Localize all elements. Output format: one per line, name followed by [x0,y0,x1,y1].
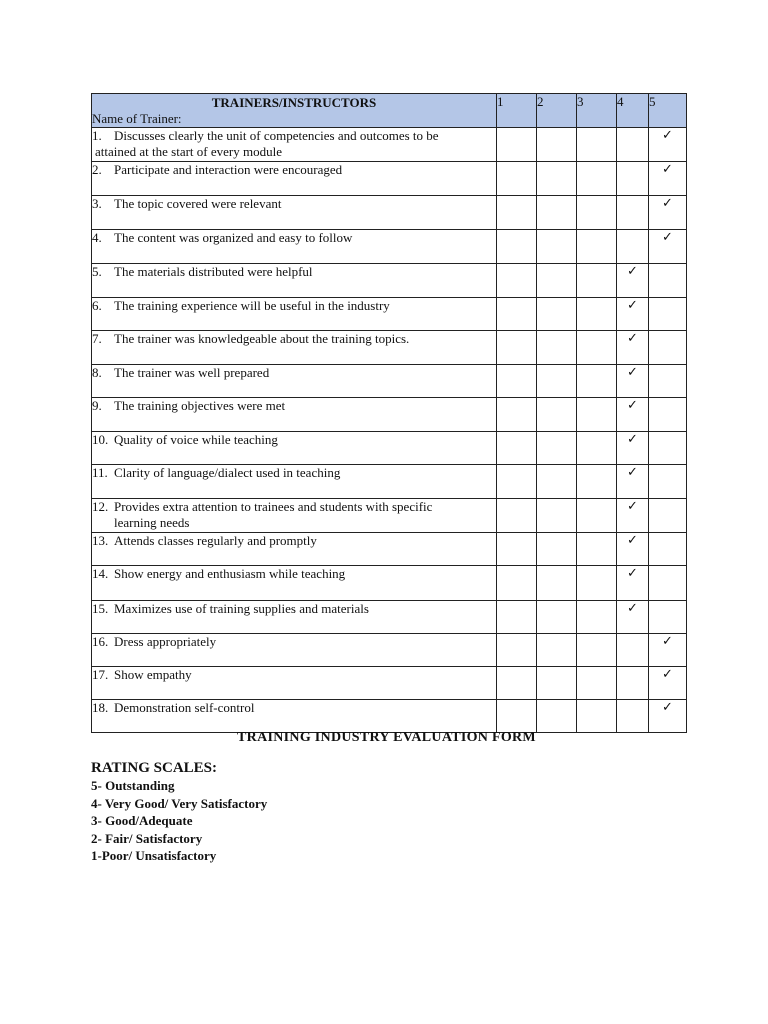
rating-cell-2 [537,601,577,634]
table-header-row [92,94,687,128]
criteria-cell [92,634,497,667]
trainer-name-label: Name of Trainer: [92,111,182,126]
criteria-label: Provides extra attention to trainees and students with specific [114,499,433,514]
checkmark-icon: ✓ [627,601,638,616]
criteria-text [92,398,496,414]
criteria-label: Quality of voice while teaching [114,432,278,447]
criteria-text [92,230,496,246]
rating-cell-3 [577,162,617,196]
rating-cell-3 [577,196,617,230]
rating-cell-1 [497,432,537,465]
rating-column-2: 2 [537,94,577,128]
rating-cell-3 [577,533,617,566]
rating-scale-item: 5- Outstanding [91,778,175,793]
rating-cell-3 [577,465,617,499]
checkmark-icon: ✓ [627,566,638,581]
criteria-cell [92,128,497,162]
rating-cell-1 [497,533,537,566]
criteria-text [92,533,496,549]
rating-cell-5 [649,128,687,162]
checkmark-icon: ✓ [627,398,638,413]
criteria-number: 6. [92,298,102,313]
table-row [92,700,687,733]
criteria-number: 12. [92,499,109,514]
criteria-cell [92,398,497,432]
rating-cell-1 [497,196,537,230]
rating-cell-5 [649,398,687,432]
checkmark-icon: ✓ [662,667,673,682]
rating-cell-3 [577,365,617,398]
criteria-cell [92,601,497,634]
criteria-label: Show energy and enthusiasm while teaching [114,566,346,581]
rating-cell-1 [497,398,537,432]
criteria-label: The training objectives were met [114,398,286,413]
criteria-text [92,700,496,716]
table-row [92,465,687,499]
criteria-text [92,196,496,212]
rating-cell-2 [537,264,577,298]
rating-cell-4 [617,128,649,162]
criteria-number: 10. [92,432,109,447]
rating-cell-5 [649,499,687,533]
rating-cell-3 [577,700,617,733]
rating-cell-3 [577,667,617,700]
rating-cell-3 [577,298,617,331]
checkmark-icon: ✓ [662,634,673,649]
criteria-number: 8. [92,365,102,380]
rating-cell-5 [649,601,687,634]
rating-cell-1 [497,601,537,634]
rating-column-4: 4 [617,94,649,128]
checkmark-icon: ✓ [627,499,638,514]
criteria-label: Maximizes use of training supplies and materials [114,601,369,616]
rating-cell-1 [497,465,537,499]
checkmark-icon: ✓ [627,331,638,346]
criteria-text [92,162,496,178]
rating-scale-item: 3- Good/Adequate [91,813,193,828]
criteria-number: 2. [92,162,102,177]
rating-cell-1 [497,128,537,162]
rating-cell-2 [537,298,577,331]
rating-cell-3 [577,230,617,264]
rating-cell-4 [617,331,649,365]
rating-cell-4 [617,634,649,667]
rating-cell-3 [577,128,617,162]
criteria-number: 5. [92,264,102,279]
rating-column-5: 5 [649,94,687,128]
criteria-label: The materials distributed were helpful [114,264,313,279]
criteria-cell [92,365,497,398]
checkmark-icon: ✓ [627,533,638,548]
criteria-cell [92,566,497,601]
rating-cell-2 [537,533,577,566]
criteria-number: 4. [92,230,102,245]
rating-cell-4 [617,533,649,566]
rating-cell-3 [577,634,617,667]
rating-cell-5 [649,700,687,733]
rating-column-3: 3 [577,94,617,128]
rating-cell-2 [537,667,577,700]
table-row [92,196,687,230]
rating-cell-4 [617,365,649,398]
criteria-text [92,499,496,515]
rating-cell-4 [617,398,649,432]
table-row [92,601,687,634]
criteria-number: 9. [92,398,102,413]
checkmark-icon: ✓ [627,365,638,380]
criteria-label: The content was organized and easy to follow [114,230,353,245]
criteria-text [92,128,496,144]
rating-scales [91,759,267,865]
checkmark-icon: ✓ [662,128,673,143]
criteria-label: Participate and interaction were encouraged [114,162,343,177]
criteria-label: Discusses clearly the unit of competencies and outcomes to be [114,128,439,143]
criteria-number: 15. [92,601,109,616]
rating-cell-2 [537,398,577,432]
criteria-label-continued: attained at the start of every module [95,144,282,159]
rating-cell-5 [649,162,687,196]
rating-cell-1 [497,298,537,331]
criteria-text [92,465,496,481]
criteria-number: 18. [92,700,109,715]
rating-cell-3 [577,432,617,465]
checkmark-icon: ✓ [662,162,673,177]
evaluation-rows [92,128,687,733]
criteria-text [92,264,496,280]
rating-cell-4 [617,432,649,465]
rating-cell-5 [649,298,687,331]
rating-cell-4 [617,196,649,230]
criteria-number: 16. [92,634,109,649]
checkmark-icon: ✓ [662,196,673,211]
criteria-cell [92,331,497,365]
rating-cell-4 [617,700,649,733]
criteria-label: The topic covered were relevant [114,196,282,211]
rating-scales-title: RATING SCALES: [91,760,217,776]
rating-cell-5 [649,465,687,499]
criteria-label: Show empathy [114,667,192,682]
criteria-number: 11. [92,465,108,480]
table-row [92,162,687,196]
criteria-number: 3. [92,196,102,211]
rating-cell-4 [617,667,649,700]
rating-cell-5 [649,566,687,601]
rating-cell-2 [537,162,577,196]
table-row [92,128,687,162]
criteria-text [92,566,496,582]
criteria-label: The trainer was knowledgeable about the training topics. [114,331,410,346]
rating-scale-item: 4- Very Good/ Very Satisfactory [91,795,268,811]
rating-cell-5 [649,634,687,667]
rating-cell-1 [497,667,537,700]
criteria-cell [92,499,497,533]
criteria-cell [92,432,497,465]
checkmark-icon: ✓ [662,700,673,715]
rating-cell-2 [537,230,577,264]
criteria-cell [92,298,497,331]
criteria-text [92,667,496,683]
criteria-number: 1. [92,128,102,143]
checkmark-icon: ✓ [627,264,638,279]
table-row [92,499,687,533]
criteria-cell [92,230,497,264]
rating-cell-4 [617,601,649,634]
table-row [92,432,687,465]
criteria-text [92,432,496,448]
checkmark-icon: ✓ [627,432,638,447]
rating-cell-3 [577,601,617,634]
rating-cell-3 [577,398,617,432]
criteria-number: 14. [92,566,109,581]
rating-cell-5 [649,331,687,365]
checkmark-icon: ✓ [627,298,638,313]
rating-cell-5 [649,365,687,398]
rating-cell-2 [537,196,577,230]
rating-cell-4 [617,298,649,331]
table-row [92,634,687,667]
criteria-label: Clarity of language/dialect used in teaching [114,465,341,480]
criteria-label-continued: learning needs [114,515,190,530]
criteria-label: Dress appropriately [114,634,217,649]
rating-cell-4 [617,566,649,601]
rating-cell-1 [497,365,537,398]
criteria-cell [92,264,497,298]
rating-scale-item: 1-Poor/ Unsatisfactory [91,848,217,863]
table-row [92,230,687,264]
table-row [92,667,687,700]
rating-cell-4 [617,499,649,533]
criteria-label: The trainer was well prepared [114,365,270,380]
rating-scale-item: 2- Fair/ Satisfactory [91,830,203,846]
rating-cell-5 [649,230,687,264]
criteria-number: 13. [92,533,109,548]
criteria-label: Attends classes regularly and promptly [114,533,317,548]
rating-cell-2 [537,331,577,365]
rating-cell-4 [617,264,649,298]
criteria-text [92,298,496,314]
checkmark-icon: ✓ [662,230,673,245]
table-row [92,365,687,398]
rating-cell-4 [617,162,649,196]
criteria-text [92,365,496,381]
criteria-cell [92,162,497,196]
table-row [92,566,687,601]
rating-cell-1 [497,499,537,533]
rating-cell-1 [497,264,537,298]
form-title: TRAINING INDUSTRY EVALUATION FORM [237,730,536,745]
criteria-number: 17. [92,667,109,682]
criteria-cell [92,667,497,700]
criteria-number: 7. [92,331,102,346]
rating-cell-2 [537,700,577,733]
rating-column-1: 1 [497,94,537,128]
rating-cell-1 [497,331,537,365]
criteria-cell [92,465,497,499]
trainer-evaluation-table [91,93,687,733]
table-row [92,298,687,331]
checkmark-icon: ✓ [627,465,638,480]
rating-cell-2 [537,465,577,499]
rating-cell-1 [497,700,537,733]
rating-cell-2 [537,566,577,601]
criteria-text [92,634,496,650]
rating-cell-2 [537,128,577,162]
rating-cell-1 [497,162,537,196]
table-row [92,331,687,365]
criteria-text [92,601,496,617]
table-row [92,533,687,566]
rating-cell-3 [577,331,617,365]
criteria-cell [92,533,497,566]
rating-cell-3 [577,499,617,533]
criteria-label: Demonstration self-control [114,700,255,715]
rating-cell-1 [497,566,537,601]
rating-cell-5 [649,264,687,298]
rating-cell-5 [649,533,687,566]
rating-cell-2 [537,432,577,465]
rating-cell-2 [537,499,577,533]
rating-cell-2 [537,634,577,667]
rating-cell-5 [649,432,687,465]
table-row [92,264,687,298]
rating-cell-4 [617,230,649,264]
criteria-text [92,331,496,347]
rating-cell-4 [617,465,649,499]
table-header-title: TRAINERS/INSTRUCTORS [211,95,377,110]
rating-cell-5 [649,196,687,230]
rating-cell-1 [497,634,537,667]
rating-cell-2 [537,365,577,398]
table-row [92,398,687,432]
rating-cell-3 [577,264,617,298]
criteria-label: The training experience will be useful in the industry [114,298,390,313]
criteria-cell [92,700,497,733]
header-title-cell [92,94,497,128]
rating-cell-5 [649,667,687,700]
rating-cell-3 [577,566,617,601]
criteria-cell [92,196,497,230]
rating-cell-1 [497,230,537,264]
